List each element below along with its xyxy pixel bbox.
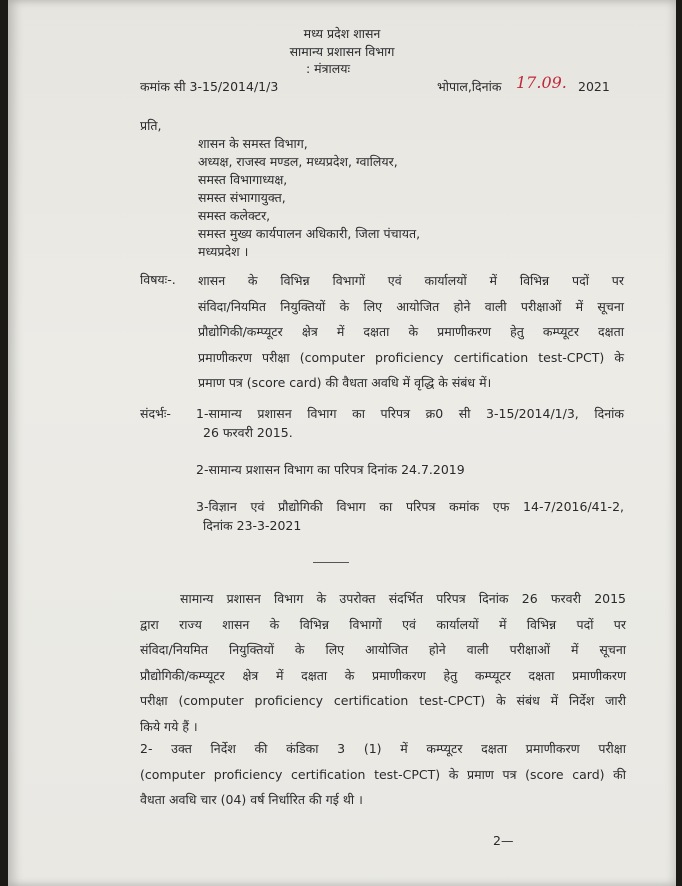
recipient-line: समस्त कलेक्टर, xyxy=(198,208,271,223)
reference-number: कमांक सी 3-15/2014/1/3 xyxy=(140,79,279,94)
subject-line: संविदा/नियमित नियुक्तियों के लिए आयोजित होने वाली परीक्षाओं में सूचना xyxy=(198,298,624,314)
subject-line: प्रौद्योगिकी/कम्प्यूटर क्षेत्र में दक्षता के प्रमाणीकरण हेतु कम्प्यूटर दक्षता xyxy=(198,324,624,339)
reference-item-2: 2-सामान्य प्रशासन विभाग का परिपत्र दिनांक 24.7.2019 xyxy=(196,462,465,477)
subject-text xyxy=(198,268,624,396)
body-paragraph-2 xyxy=(140,736,626,813)
document-page xyxy=(8,0,676,886)
subject-line: प्रमाणीकरण परीक्षा (computer proficiency certification test-CPCT) के xyxy=(198,349,624,365)
subject-line: शासन के विभिन्न विभागों एवं कार्यालयों में विभिन्न पदों पर xyxy=(198,273,624,288)
paragraph-line: 2- उक्त निर्देश की कंडिका 3 (1) में कम्प्यूटर दक्षता प्रमाणीकरण परीक्षा xyxy=(140,741,626,756)
subject-line: प्रमाण पत्र (score card) की वैधता अवधि में वृद्धि के संबंध में। xyxy=(198,375,492,390)
reference-item-1-date: 26 फरवरी 2015. xyxy=(203,425,293,440)
place-date-label: भोपाल,दिनांक xyxy=(437,79,502,94)
recipient-line: शासन के समस्त विभाग, xyxy=(198,136,308,151)
paragraph-line: सामान्य प्रशासन विभाग के उपरोक्त संदर्भित परिपत्र दिनांक 26 फरवरी 2015 xyxy=(180,591,626,606)
paragraph-line: वैधता अवधि चार (04) वर्ष निर्धारित की गई थी । xyxy=(140,792,363,807)
paragraph-line: संविदा/नियमित नियुक्तियों के लिए आयोजित होने वाली परीक्षाओं में सूचना xyxy=(140,642,626,657)
paragraph-line: (computer proficiency certification test-CPCT) के प्रमाण पत्र (score card) की xyxy=(140,766,626,782)
subject-label: विषयः-. xyxy=(140,272,176,287)
recipient-line: समस्त मुख्य कार्यपालन अधिकारी, जिला पंचायत, xyxy=(198,226,421,241)
paragraph-line: किये गये हैं । xyxy=(140,718,198,734)
government-heading: मध्य प्रदेश शासन xyxy=(303,26,381,41)
date-year: 2021 xyxy=(578,79,610,94)
next-page-marker: 2— xyxy=(493,833,514,848)
recipient-line: अध्यक्ष, राजस्व मण्डल, मध्यप्रदेश, ग्वालियर, xyxy=(198,154,398,169)
department-heading: सामान्य प्रशासन विभाग xyxy=(289,44,395,59)
paragraph-line: प्रौद्योगिकी/कम्प्यूटर क्षेत्र में दक्षता के प्रमाणीकरण हेतु कम्प्यूटर दक्षता प्रमाणीकरण xyxy=(140,667,626,683)
paragraph-line: परीक्षा (computer proficiency certification test-CPCT) के संबंध में निर्देश जारी xyxy=(140,693,626,708)
body-paragraph-1 xyxy=(140,586,626,739)
recipient-line: समस्त विभागाध्यक्ष, xyxy=(198,172,288,187)
separator-line xyxy=(313,562,349,563)
recipient-line: समस्त संभागायुक्त, xyxy=(198,190,286,205)
paragraph-line: द्वारा राज्य शासन के विभिन्न विभागों एवं कार्यालयों में विभिन्न पदों पर xyxy=(140,616,626,632)
handwritten-date: 17.09. xyxy=(516,73,567,92)
reference-item-3-date: दिनांक 23-3-2021 xyxy=(203,518,302,533)
to-label: प्रति, xyxy=(140,118,162,133)
reference-item-1: 1-सामान्य प्रशासन विभाग का परिपत्र क्र0 सी 3-15/2014/1/3, दिनांक xyxy=(196,406,624,421)
reference-item-3: 3-विज्ञान एवं प्रौद्योगिकी विभाग का परिपत्र कमांक एफ 14-7/2016/41-2, xyxy=(196,499,624,514)
reference-label: संदर्भः- xyxy=(140,406,171,421)
office-heading: : मंत्रालयः xyxy=(306,61,351,76)
recipient-line: मध्यप्रदेश । xyxy=(198,244,249,259)
